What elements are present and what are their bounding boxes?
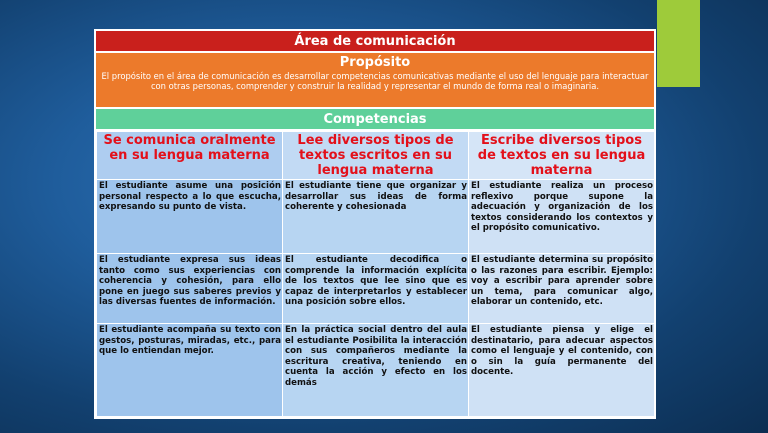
purpose-section — [96, 53, 654, 109]
competency-heading-oral: Se comunica oralmente en su lengua materna — [97, 132, 283, 180]
table-cell: El estudiante asume una posición personal respecto a lo que escucha, expresando su punto de vista. — [97, 180, 283, 254]
table-row — [97, 254, 655, 324]
table-cell: El estudiante expresa sus ideas tanto como sus experiencias con coherencia y cohesión, para ello pone en juego sus saberes previos y las diversas fuentes de información. — [97, 254, 283, 324]
competency-heading-reading: Lee diversos tipos de textos escritos en su lengua materna — [283, 132, 469, 180]
table-cell: El estudiante decodifica o comprende la información explícita de los textos que lee sino que es capaz de interpretarlos y establecer una posición sobre ellos. — [283, 254, 469, 324]
green-accent-block — [657, 0, 700, 87]
communication-area-table — [94, 29, 656, 419]
competencies-grid — [96, 131, 655, 417]
competencies-title: Competencias — [96, 109, 654, 131]
table-cell: El estudiante realiza un proceso reflexivo porque supone la adecuación y organización de los textos considerando los contextos y el propósito comunicativo. — [469, 180, 655, 254]
table-cell: El estudiante acompaña su texto con gestos, posturas, miradas, etc., para que lo entiendan mejor. — [97, 324, 283, 417]
purpose-title: Propósito — [339, 55, 411, 70]
competency-header-row — [97, 132, 655, 180]
table-cell: El estudiante piensa y elige el destinatario, para adecuar aspectos como el lenguaje y el contenido, con o sin la guía permanente del docente. — [469, 324, 655, 417]
table-cell: El estudiante tiene que organizar y desarrollar sus ideas de forma coherente y cohesionada — [283, 180, 469, 254]
competency-heading-writing: Escribe diversos tipos de textos en su lengua materna — [469, 132, 655, 180]
table-row — [97, 324, 655, 417]
table-row — [97, 180, 655, 254]
purpose-text: El propósito en el área de comunicación es desarrollar competencias comunicativas mediante el uso del lenguaje para interactuar con otras personas, comprender y construir la realidad y representar el mundo de forma real o imaginaria. — [101, 71, 649, 91]
table-cell: En la práctica social dentro del aula el estudiante Posibilita la interacción con sus compañeros mediante la escritura creativa, teniendo en cuenta la acción y efecto en los demás — [283, 324, 469, 417]
table-cell: El estudiante determina su propósito o las razones para escribir. Ejemplo: voy a escribir para aprender sobre un tema, para comunicar algo, elaborar un contenido, etc. — [469, 254, 655, 324]
area-title: Área de comunicación — [96, 31, 654, 53]
